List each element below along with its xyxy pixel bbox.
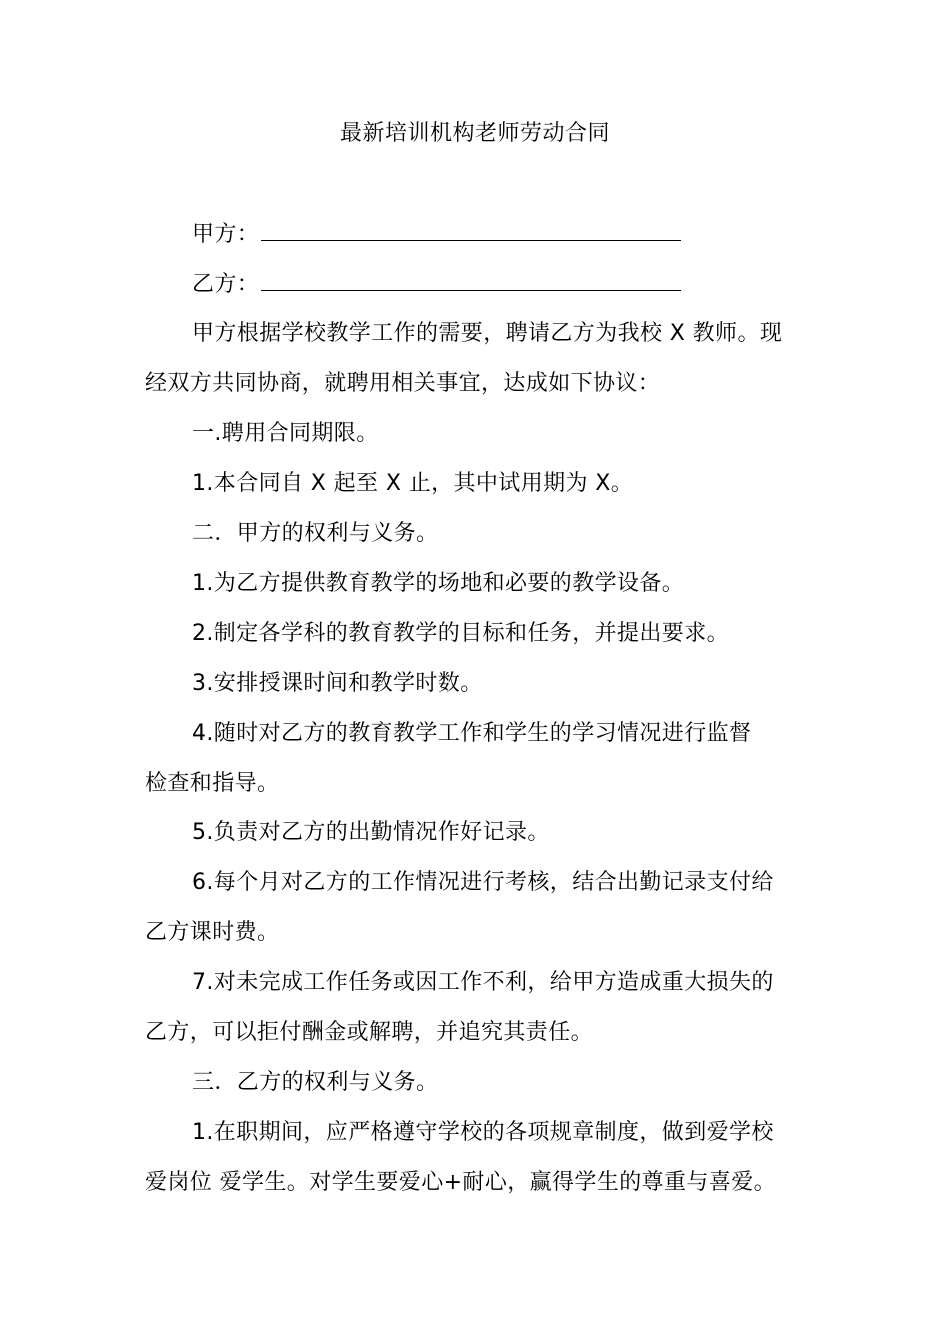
clause-2-3: 3.安排授课时间和教学时数。 [192, 671, 483, 696]
section-heading-2: 二．甲方的权利与义务。 [192, 521, 439, 546]
clause-2-4-line-2: 检查和指导。 [145, 771, 280, 796]
clause-2-2: 2.制定各学科的教育教学的目标和任务，并提出要求。 [192, 621, 729, 646]
party-a-blank [261, 218, 681, 241]
clause-1-1: 1.本合同自 X 起至 X 止，其中试用期为 X。 [192, 471, 634, 496]
clause-3-1-line-1: 1.在职期间，应严格遵守学校的各项规章制度，做到爱学校 [192, 1120, 774, 1145]
party-b-blank [261, 268, 681, 291]
paragraph-intro-line-2: 经双方共同协商，就聘用相关事宜，达成如下协议： [145, 371, 661, 396]
party-b-line [192, 265, 810, 305]
section-heading-1: 一.聘用合同期限。 [192, 421, 379, 446]
party-a-label: 甲方： [192, 222, 260, 247]
clause-2-7-line-1: 7.对未完成工作任务或因工作不利，给甲方造成重大损失的 [192, 970, 774, 995]
clause-2-6-line-2: 乙方课时费。 [145, 920, 280, 945]
clause-2-1: 1.为乙方提供教育教学的场地和必要的教学设备。 [192, 571, 685, 596]
party-a-line [192, 215, 810, 255]
paragraph-intro-line-1: 甲方根据学校教学工作的需要，聘请乙方为我校 X 教师。现 [192, 321, 783, 346]
clause-3-1-line-2: 爱岗位 爱学生。对学生要爱心+耐心，赢得学生的尊重与喜爱。 [145, 1170, 777, 1195]
section-heading-3: 三．乙方的权利与义务。 [192, 1070, 439, 1095]
clause-2-6-line-1: 6.每个月对乙方的工作情况进行考核，结合出勤记录支付给 [192, 870, 774, 895]
clause-2-5: 5.负责对乙方的出勤情况作好记录。 [192, 820, 550, 845]
party-b-label: 乙方： [192, 272, 260, 297]
page-title: 最新培训机构老师劳动合同 [339, 121, 610, 146]
clause-2-4-line-1: 4.随时对乙方的教育教学工作和学生的学习情况进行监督 [192, 721, 752, 746]
clause-2-7-line-2: 乙方，可以拒付酬金或解聘，并追究其责任。 [145, 1020, 594, 1045]
